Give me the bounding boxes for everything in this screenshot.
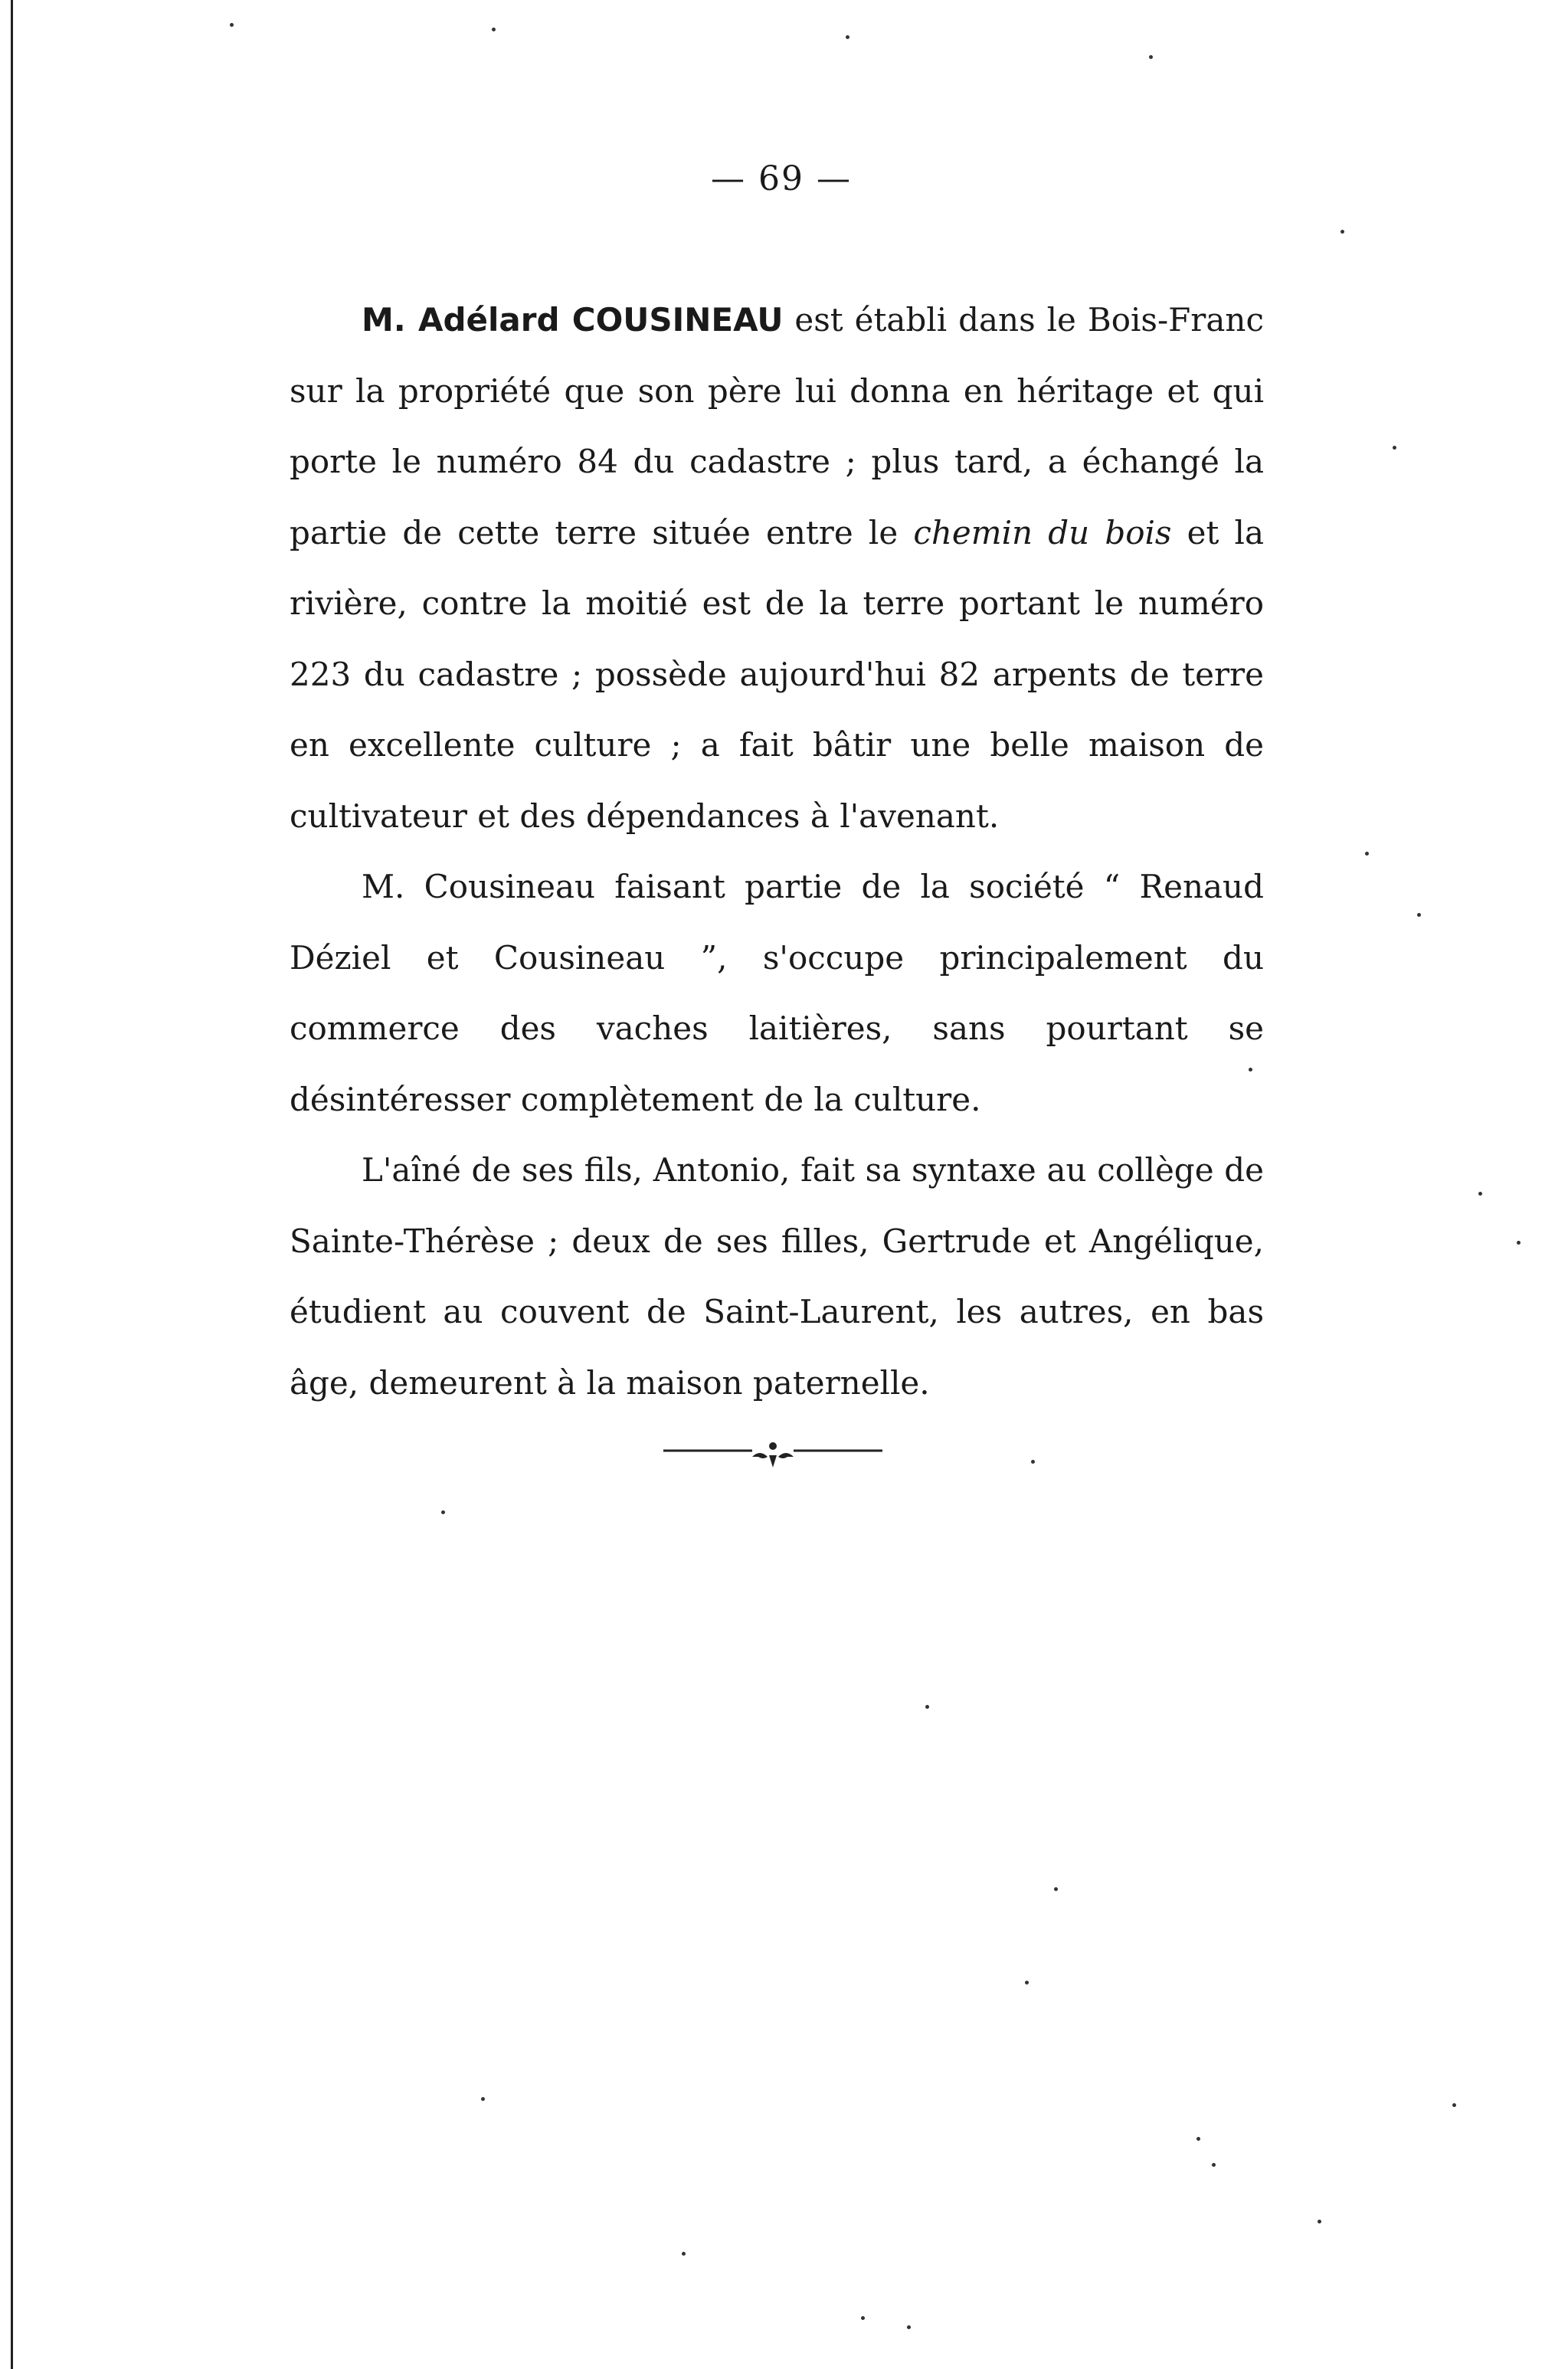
person-name: M. Adélard COUSINEAU: [362, 301, 784, 339]
scan-speck: [1031, 1460, 1035, 1464]
scan-speck: [1517, 1241, 1521, 1245]
scan-speck: [1452, 2103, 1456, 2107]
scan-speck: [492, 28, 496, 31]
scan-speck: [1340, 230, 1344, 234]
scan-speck: [925, 1705, 929, 1709]
scan-speck: [907, 2325, 911, 2329]
body-text: [290, 285, 1264, 1418]
scan-speck: [1365, 852, 1369, 856]
paragraph-1: [290, 285, 1264, 852]
scan-speck: [441, 1510, 445, 1514]
scan-speck: [1196, 2137, 1200, 2141]
scan-speck: [481, 2097, 485, 2101]
page-number: — 69 —: [711, 159, 852, 198]
scan-speck: [1478, 1192, 1482, 1196]
scan-speck: [1212, 2163, 1216, 2167]
scan-speck: [846, 35, 849, 39]
page-edge: [11, 0, 13, 2369]
scan-speck: [230, 23, 234, 27]
paragraph-1-text-a: est établi dans le Bois-Franc sur la propriété que son père lui donna en héritage et qui porte le numéro 84 du cadastre ; plus tard, a échangé la partie de cette terre située entre le: [290, 301, 1264, 551]
scan-speck: [1025, 1981, 1029, 1985]
paragraph-1-italic: chemin du bois: [913, 513, 1172, 551]
fleuron-divider-icon: [662, 1434, 884, 1472]
scan-speck: [861, 2316, 865, 2320]
scan-speck: [1318, 2220, 1321, 2223]
scan-speck: [1054, 1887, 1058, 1891]
scan-speck: [1149, 55, 1153, 59]
scan-speck: [682, 2252, 686, 2256]
paragraph-3: L'aîné de ses fils, Antonio, fait sa syntaxe au collège de Sainte-Thérèse ; deux de ses filles, Gertrude et Angélique, étudient au couvent de Saint-Laurent, les autres, en bas âge, demeurent à la maison paternelle.: [290, 1151, 1264, 1402]
scan-speck: [1417, 913, 1421, 917]
scan-speck: [1393, 446, 1396, 450]
paragraph-2: M. Cousineau faisant partie de la société “ Renaud Déziel et Cousineau ”, s'occupe principalement du commerce des vaches laitières, sans pourtant se désintéresser complètement de la culture.: [290, 868, 1264, 1118]
scan-speck: [1249, 1068, 1252, 1072]
paragraph-1-text-b: et la rivière, contre la moitié est de la terre portant le numéro 223 du cadastre ; possède aujourd'hui 82 arpents de terre en excellente culture ; a fait bâtir une belle maison de cultivateur et des dépendances à l'avenant.: [290, 513, 1264, 835]
